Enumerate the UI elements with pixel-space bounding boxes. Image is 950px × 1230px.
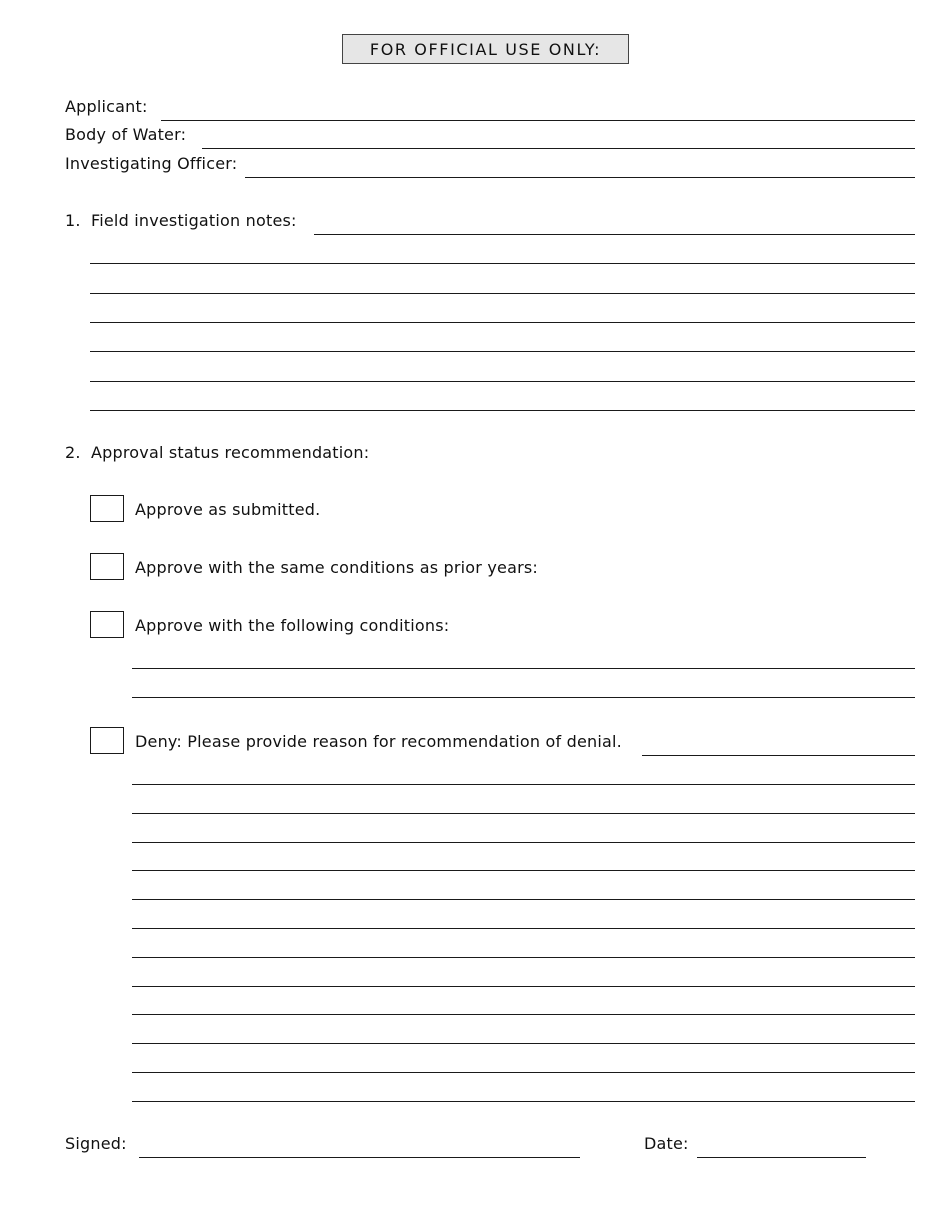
field-notes-line[interactable] [90, 381, 915, 382]
denial-reason-line[interactable] [132, 1043, 915, 1044]
denial-reason-line[interactable] [132, 842, 915, 843]
body-of-water-field[interactable] [202, 148, 915, 149]
field-notes-line[interactable] [90, 263, 915, 264]
signed-label: Signed: [65, 1134, 127, 1153]
approve-same-conditions-label: Approve with the same conditions as prior years: [135, 558, 538, 577]
denial-reason-line[interactable] [132, 1014, 915, 1015]
approve-as-submitted-checkbox[interactable] [90, 495, 124, 522]
date-field[interactable] [697, 1157, 866, 1158]
field-notes-line[interactable] [90, 351, 915, 352]
applicant-label: Applicant: [65, 97, 148, 116]
approve-following-conditions-checkbox[interactable] [90, 611, 124, 638]
denial-reason-line[interactable] [642, 755, 915, 756]
deny-label: Deny: Please provide reason for recommendation of denial. [135, 732, 622, 751]
field-notes-line[interactable] [90, 322, 915, 323]
conditions-line[interactable] [132, 697, 915, 698]
date-label: Date: [644, 1134, 689, 1153]
section1-number: 1. [65, 211, 81, 230]
deny-checkbox[interactable] [90, 727, 124, 754]
field-notes-line[interactable] [90, 293, 915, 294]
official-use-title: FOR OFFICIAL USE ONLY: [369, 39, 602, 59]
denial-reason-line[interactable] [132, 1101, 915, 1102]
approve-as-submitted-label: Approve as submitted. [135, 500, 321, 519]
approve-same-conditions-checkbox[interactable] [90, 553, 124, 580]
field-notes-line[interactable] [90, 410, 915, 411]
conditions-line[interactable] [132, 668, 915, 669]
section2-number: 2. [65, 443, 81, 462]
signature-field[interactable] [139, 1157, 580, 1158]
denial-reason-line[interactable] [132, 899, 915, 900]
applicant-field[interactable] [161, 120, 915, 121]
denial-reason-line[interactable] [132, 957, 915, 958]
official-use-header [342, 34, 629, 64]
field-notes-line[interactable] [314, 234, 915, 235]
body-of-water-label: Body of Water: [65, 125, 187, 144]
approval-status-label: Approval status recommendation: [91, 443, 370, 462]
field-notes-label: Field investigation notes: [91, 211, 297, 230]
denial-reason-line[interactable] [132, 870, 915, 871]
denial-reason-line[interactable] [132, 928, 915, 929]
denial-reason-line[interactable] [132, 784, 915, 785]
approve-following-conditions-label: Approve with the following conditions: [135, 616, 450, 635]
denial-reason-line[interactable] [132, 813, 915, 814]
investigating-officer-field[interactable] [245, 177, 915, 178]
denial-reason-line[interactable] [132, 1072, 915, 1073]
denial-reason-line[interactable] [132, 986, 915, 987]
investigating-officer-label: Investigating Officer: [65, 154, 238, 173]
